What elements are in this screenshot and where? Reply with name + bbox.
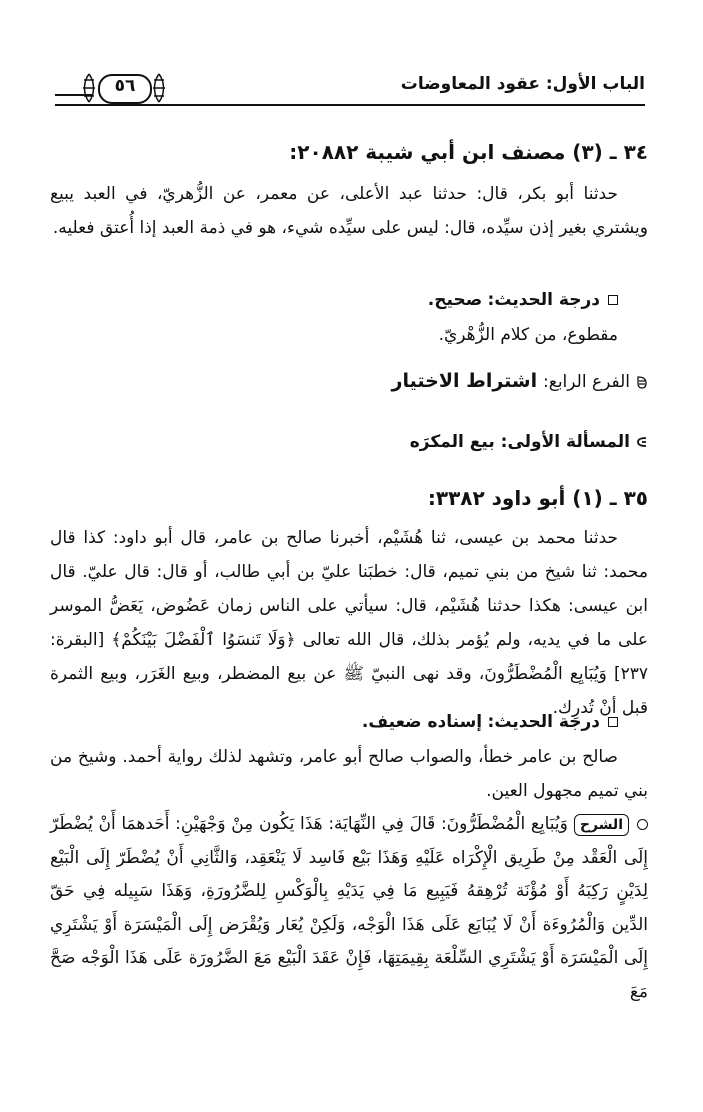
grade-value: إسناده ضعيف.: [361, 712, 483, 732]
masala-title: بيع المكرَه: [409, 432, 495, 452]
sharh-text: وَيُبَايِع الْمُضْطَرُّونَ: قَالَ فِي النِّهَايَة: هَذَا يَكُون مِنْ وَجْهَيْنِ: أَحَدهمَا أَنْ يُضْطَرّ إِلَى الْعَقْد مِنْ طَرِيق الْإِكْرَاه عَلَيْهِ وَهَذَا بَيْع فَاسِد لَا يَنْعَقِد، وَالثَّانِي أَنْ يُضْطَرّ إِلَى الْبَيْع لِدَيْنٍ رَكِبَهُ أَوْ مُؤْنَة تُرْهِقهُ فَيَبِيع مَا فِي يَدَيْهِ بِالْوَكْسِ لِلضَّرُورَةِ، وَهَذَا سَبِيله فِي حَقّ الدِّين وَالْمُرُوءَة أَنْ لَا يُبَايَع عَلَى هَذَا الْوَجْه، وَلَكِنْ يُعَار وَيُقْرَض إِلَى الْمَيْسَرَة أَوْ يَشْتَرِي إِلَى الْمَيْسَرَة أَوْ يَشْتَرِي السِّلْعَة بِقِيمَتِهَا، فَإِنْ عَقَدَ الْبَيْع مَعَ الضَّرُورَة عَلَى هَذَا الْوَجْه صَحَّ مَعَ: [50, 814, 648, 1002]
crescent-bullet-icon: [636, 435, 648, 449]
grade-value: صحيح.: [427, 290, 483, 310]
page-number-badge: [80, 72, 166, 104]
grade-label: درجة الحديث:: [487, 712, 600, 732]
hadith-34-text: حدثنا أبو بكر، قال: حدثنا عبد الأعلى، عن معمر، عن الزُّهريّ، في العبد يبيع ويشتري بغير إذن سيِّده، قال: ليس على سيِّده شيء، هو في ذمة العبد إذا أُعتق فعليه.: [50, 184, 648, 238]
masala-label: المسألة الأولى:: [500, 432, 630, 452]
sharh-badge: الشرح: [574, 814, 629, 836]
grade-label: درجة الحديث:: [487, 290, 600, 310]
ornament-left-icon: [80, 72, 98, 104]
chapter-title: الباب الأول: عقود المعاوضات: [400, 74, 645, 94]
header-rule: [55, 104, 645, 106]
page-number: ٥٦: [114, 76, 136, 96]
circle-bullet-icon: [637, 819, 648, 830]
hadith-35-text: حدثنا محمد بن عيسى، ثنا هُشَيْم، أخبرنا صالح بن عامر، قال أبو داود: كذا قال محمد: ثنا شيخ من بني تميم، قال: خطبَنا عليّ بن أبي طالب، أو قال: قال عليّ. قال ابن عيسى: هكذا حدثنا هُشَيْم، قال: سيأتي على الناس زمان عَضُوض، يَعَضُّ الموسر على ما في يديه، ولم يُؤمر بذلك، قال الله تعالى ﴿وَلَا تَنسَوُا ٱلْفَضْلَ بَيْنَكُمْ﴾ [البقرة: ٢٣٧] وَيُبَايِع الْمُضْطَرُّونَ، وقد نهى النبيّ ﷺ عن بيع المضطر، وبيع الغَرَر، وبيع الثمرة قبل أنْ تُدرِك.: [50, 528, 648, 718]
square-bullet-icon: [608, 717, 618, 727]
far-title: اشتراط الاختيار: [391, 370, 538, 392]
hadith-35-note: صالح بن عامر خطأ، والصواب صالح أبو عامر، وتشهد لذلك رواية أحمد. وشيخ من بني تميم مجهول العين.: [50, 747, 648, 801]
hadith-34-heading: ٣٤ ـ (٣) مصنف ابن أبي شيبة ٢٠٨٨٢:: [289, 140, 648, 164]
far-label: الفرع الرابع:: [543, 372, 630, 392]
hadith-35-heading: ٣٥ ـ (١) أبو داود ٣٣٨٢:: [427, 486, 648, 510]
leaf-bullet-icon: [636, 375, 648, 389]
sharh-block: [50, 808, 648, 1009]
masala-heading: [50, 432, 648, 452]
square-bullet-icon: [608, 295, 618, 305]
far-heading: [50, 370, 648, 392]
hadith-34-grade: [50, 283, 618, 317]
hadith-35-grade: [50, 705, 618, 739]
hadith-34-note: مقطوع، من كلام الزُّهْريّ.: [438, 325, 618, 345]
page-header: [55, 70, 645, 110]
ornament-right-icon: [150, 72, 168, 104]
